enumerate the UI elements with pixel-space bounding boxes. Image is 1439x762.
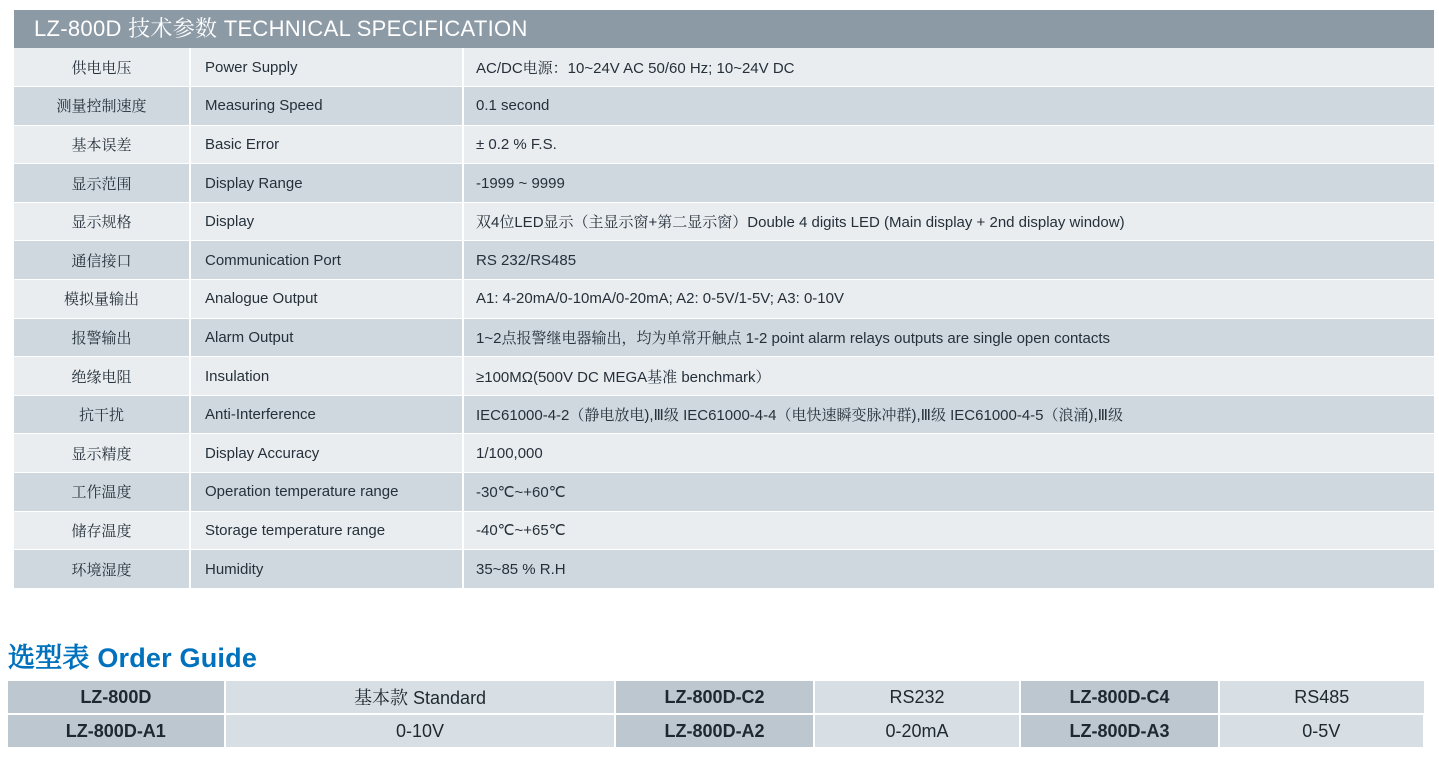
spec-table [14, 48, 1434, 589]
spec-row-label-cn: 报警输出 [14, 318, 190, 357]
spec-row-label-en: Display [190, 202, 463, 241]
spec-table-row [14, 395, 1434, 434]
spec-row-value: 1~2点报警继电器输出，均为单常开触点 1-2 point alarm relays outputs are single open contacts [463, 318, 1434, 357]
technical-specification-section [14, 10, 1434, 589]
spec-row-label-cn: 储存温度 [14, 511, 190, 550]
spec-row-value: ± 0.2 % F.S. [463, 125, 1434, 164]
spec-table-row [14, 48, 1434, 87]
spec-row-value: 0.1 second [463, 87, 1434, 126]
spec-table-row [14, 318, 1434, 357]
spec-row-label-en: Power Supply [190, 48, 463, 87]
order-model-code: LZ-800D-C4 [1020, 681, 1218, 714]
spec-row-value: AC/DC电源：10~24V AC 50/60 Hz; 10~24V DC [463, 48, 1434, 87]
spec-table-title: LZ-800D 技术参数 TECHNICAL SPECIFICATION [14, 10, 1434, 48]
spec-row-label-cn: 显示范围 [14, 164, 190, 203]
spec-table-row [14, 280, 1434, 319]
spec-row-label-en: Insulation [190, 357, 463, 396]
order-guide-row [8, 681, 1424, 714]
order-guide-row [8, 714, 1424, 747]
spec-row-value: -40℃~+65℃ [463, 511, 1434, 550]
order-guide-table [8, 681, 1424, 747]
spec-row-value: 1/100,000 [463, 434, 1434, 473]
order-model-code: LZ-800D [8, 681, 225, 714]
spec-row-label-en: Display Range [190, 164, 463, 203]
spec-row-value: RS 232/RS485 [463, 241, 1434, 280]
spec-row-label-en: Display Accuracy [190, 434, 463, 473]
spec-row-value: 双4位LED显示（主显示窗+第二显示窗）Double 4 digits LED (Main display + 2nd display window) [463, 202, 1434, 241]
spec-row-label-cn: 抗干扰 [14, 395, 190, 434]
spec-row-label-en: Analogue Output [190, 280, 463, 319]
spec-row-label-cn: 模拟量输出 [14, 280, 190, 319]
spec-row-label-cn: 通信接口 [14, 241, 190, 280]
order-model-description: 0-20mA [814, 714, 1021, 747]
order-model-code: LZ-800D-C2 [615, 681, 813, 714]
order-model-description: 0-5V [1219, 714, 1424, 747]
spec-table-row [14, 241, 1434, 280]
order-model-code: LZ-800D-A1 [8, 714, 225, 747]
order-model-code: LZ-800D-A3 [1020, 714, 1218, 747]
spec-row-value: -30℃~+60℃ [463, 473, 1434, 512]
spec-row-label-cn: 供电电压 [14, 48, 190, 87]
order-model-description: 0-10V [225, 714, 616, 747]
spec-table-row [14, 511, 1434, 550]
spec-row-value: -1999 ~ 9999 [463, 164, 1434, 203]
spec-row-label-en: Anti-Interference [190, 395, 463, 434]
order-guide-heading-en: Order Guide [97, 643, 258, 673]
spec-row-label-cn: 显示规格 [14, 202, 190, 241]
spec-row-label-cn: 绝缘电阻 [14, 357, 190, 396]
spec-table-row [14, 550, 1434, 589]
spec-row-label-cn: 环境湿度 [14, 550, 190, 589]
spec-table-row [14, 164, 1434, 203]
spec-row-value: IEC61000-4-2（静电放电),Ⅲ级 IEC61000-4-4（电快速瞬变脉冲群),Ⅲ级 IEC61000-4-5（浪涌),Ⅲ级 [463, 395, 1434, 434]
spec-row-label-en: Measuring Speed [190, 87, 463, 126]
order-model-description: RS232 [814, 681, 1021, 714]
spec-row-label-en: Communication Port [190, 241, 463, 280]
spec-row-label-cn: 工作温度 [14, 473, 190, 512]
spec-table-row [14, 473, 1434, 512]
order-model-description: RS485 [1219, 681, 1424, 714]
spec-table-row [14, 125, 1434, 164]
order-model-code: LZ-800D-A2 [615, 714, 813, 747]
spec-row-label-en: Humidity [190, 550, 463, 589]
spec-row-label-en: Operation temperature range [190, 473, 463, 512]
spec-row-value: 35~85 % R.H [463, 550, 1434, 589]
spec-row-value: ≥100MΩ(500V DC MEGA基准 benchmark） [463, 357, 1434, 396]
spec-table-row [14, 202, 1434, 241]
order-guide-table-body [8, 681, 1424, 747]
spec-table-row [14, 87, 1434, 126]
order-guide-heading [8, 636, 257, 675]
spec-row-label-en: Storage temperature range [190, 511, 463, 550]
spec-row-label-cn: 测量控制速度 [14, 87, 190, 126]
spec-row-label-en: Basic Error [190, 125, 463, 164]
order-model-description: 基本款 Standard [225, 681, 616, 714]
order-guide-section [8, 681, 1424, 747]
spec-table-row [14, 434, 1434, 473]
spec-row-value: A1: 4-20mA/0-10mA/0-20mA; A2: 0-5V/1-5V; A3: 0-10V [463, 280, 1434, 319]
spec-table-row [14, 357, 1434, 396]
order-guide-heading-cn: 选型表 [8, 643, 90, 673]
spec-table-body [14, 48, 1434, 588]
spec-row-label-en: Alarm Output [190, 318, 463, 357]
spec-row-label-cn: 显示精度 [14, 434, 190, 473]
spec-row-label-cn: 基本误差 [14, 125, 190, 164]
